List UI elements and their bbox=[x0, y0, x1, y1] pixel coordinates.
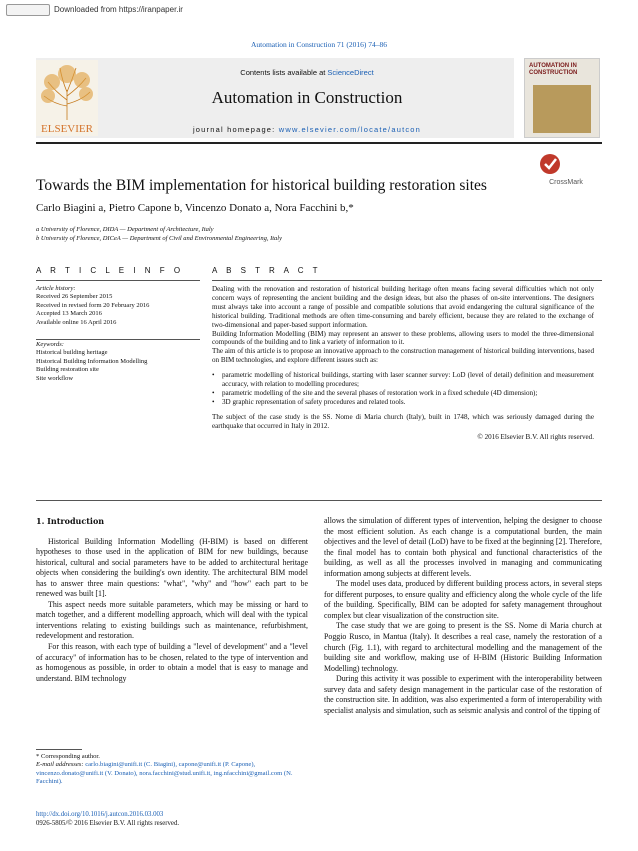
email-addresses: E-mail addresses: carlo.biagini@unifi.it (C. Biagini), capone@unifi.it (P. Capone), vincenzo.donato@unifi.it (V. Donato), nora.facchini@stud.unifi.it, ing.nfacchini@gmail.com (N. Facchini). bbox=[36, 761, 293, 785]
body-column-left bbox=[36, 516, 308, 684]
body-paragraph: The case study that we are going to present is the SS. Nome di Maria church at Poggio Rusco, in Mantua (Italy). It describes a real case, namely the restoration of a church (Fig. 1.1), with regard to architectural modelling and the management of the building site and workflow, making use of H-BIM (Historic Building Information Modelling) technology. bbox=[324, 621, 602, 673]
download-banner: Downloaded from https://iranpaper.ir bbox=[6, 4, 183, 16]
body-paragraph: Historical Building Information Modelling (H-BIM) is based on different hypotheses to those used in the application of BIM for new buildings, because historical, cultural and social parameters have to be added to architectural heritage objects when considering the building's own identity. The architectural BIM model has to answer three main questions: "what", "why" and "how" each part to be renewed was built [1]. bbox=[36, 536, 308, 599]
doi-block bbox=[36, 810, 179, 828]
publisher-name: ELSEVIER bbox=[41, 123, 93, 135]
footnote bbox=[36, 753, 308, 786]
article-info-rule bbox=[36, 280, 200, 281]
crossmark-label: CrossMark bbox=[549, 179, 583, 186]
issn-line: 0926-5805/© 2016 Elsevier B.V. All rights reserved. bbox=[36, 820, 180, 827]
homepage-line: journal homepage: www.elsevier.com/locate/autcon bbox=[192, 125, 422, 134]
body-paragraph: allows the simulation of different types of intervention, helping the designer to choose the most efficient solution. As each change is a computational burden, the main objectives and the level of detail (LoD) have to be fixed at the beginning [2]. Therefore, the final model has to contain both physical and functional characteristics of the building, as well as all the processes involved in managing and communicating information among subjects at different levels. bbox=[324, 516, 602, 578]
keyword: Building restoration site bbox=[36, 366, 99, 374]
email-links[interactable]: carlo.biagini@unifi.it (C. Biagini), capone@unifi.it (P. Capone), vincenzo.donato@unifi.it (V. Donato), nora.facchini@stud.unifi.it, ing.nfacchini@gmail.com (N. Facchini). bbox=[36, 761, 293, 785]
keywords-label: Keywords: bbox=[36, 341, 64, 349]
author-list: Carlo Biagini a, Pietro Capone b, Vincenzo Donato a, Nora Facchini b,* bbox=[36, 202, 354, 214]
abstract-paragraph: Building Information Modelling (BIM) may represent an answer to these problems, allowing users to model the three-dimensional compounds of the building and to link a variety of information to it. bbox=[212, 329, 594, 347]
abstract-body bbox=[212, 285, 594, 442]
cover-title: AUTOMATION IN CONSTRUCTION bbox=[529, 63, 578, 76]
body-paragraph: For this reason, with each type of building a "level of development" and a "level of accuracy" of information has to be chosen, related to the type of intervention and as homogenous as possible, in order to obtain a model that is easy to manage and understand. BIM technology bbox=[36, 642, 308, 683]
abstract-heading: A B S T R A C T bbox=[212, 266, 321, 275]
crossmark-icon[interactable] bbox=[536, 150, 596, 190]
contents-line: Contents lists available at ScienceDirect bbox=[240, 68, 374, 77]
abstract-bullet: • 3D graphic representation of safety procedures and related tools. bbox=[212, 398, 594, 407]
keywords-rule bbox=[36, 339, 200, 340]
abstract-paragraph: The subject of the case study is the SS. Nome di Maria church (Italy), built in 1748, which was seriously damaged during the earthquake that occurred in Italy in 2012. bbox=[212, 412, 594, 430]
body-paragraph: During this activity it was possible to experiment with the interoperability between survey data and safety design management in the particular case of the restoration of the construction site. In addition, was also experimented a form of interoperability with specialist analysis and simulation, such as seismic analysis and control of the tipping of bbox=[324, 674, 602, 715]
affiliation-b: b University of Florence, DICeA — Department of Civil and Environmental Engineering, Italy bbox=[36, 235, 282, 242]
abstract-bottom-rule bbox=[36, 500, 602, 501]
sciencedirect-link[interactable]: ScienceDirect bbox=[327, 68, 374, 77]
cover-image bbox=[533, 85, 591, 133]
iranpaper-logo-icon bbox=[6, 4, 50, 16]
keyword: Site workflow bbox=[36, 374, 74, 382]
journal-reference[interactable]: Automation in Construction 71 (2016) 74–86 bbox=[250, 40, 388, 49]
history-label: Article history: bbox=[36, 285, 76, 292]
article-info-heading: A R T I C L E I N F O bbox=[36, 266, 184, 275]
history-item: Accepted 13 March 2016 bbox=[36, 310, 102, 318]
journal-cover-thumbnail bbox=[524, 58, 600, 138]
footnote-rule bbox=[36, 749, 82, 750]
article-title: Towards the BIM implementation for historical building restoration sites bbox=[36, 177, 487, 194]
journal-title: Automation in Construction bbox=[211, 88, 403, 107]
abstract-bullet: • parametric modelling of the site and the several phases of restoration work in a fixed schedule (4D dimension); bbox=[212, 389, 594, 398]
abstract-paragraph: Dealing with the renovation and restoration of historical building heritage often means facing several difficulties which not only concern ways of representing the ancient building and the design ideas, but also the phases of on-site interventions. The designers must always take into account a range of possible and compatible solutions that avoid endangering the cultural significance of the historical building. Traditional methods are often time-consuming and barely efficient, because they are related to the exchange of two-dimensional and paper-based support information. bbox=[212, 285, 594, 329]
header-rule bbox=[36, 142, 602, 144]
homepage-link[interactable]: www.elsevier.com/locate/autcon bbox=[278, 125, 422, 134]
history-item: Received 26 September 2015 bbox=[36, 293, 113, 301]
article-info bbox=[36, 285, 200, 383]
keyword: Historical building heritage bbox=[36, 349, 108, 357]
body-column-right bbox=[324, 516, 602, 716]
elsevier-tree-logo-icon bbox=[36, 60, 98, 136]
doi-link[interactable]: http://dx.doi.org/10.1016/j.autcon.2016.03.003 bbox=[36, 811, 164, 818]
body-paragraph: The model uses data, produced by different building process actors, in several steps for different purposes, to ensure quality and efficiency along the whole cycle of the life of the building. Specifically, BIM can be adopted for safety management throughout complex but clear visualization of the construction site. bbox=[324, 579, 602, 620]
abstract-copyright: © 2016 Elsevier B.V. All rights reserved. bbox=[477, 432, 594, 441]
history-item: Available online 16 April 2016 bbox=[36, 318, 117, 326]
abstract-bullets bbox=[212, 371, 594, 407]
abstract-bullet: • parametric modelling of historical buildings, starting with laser scanner survey: LoD (level of detail) definition and measurement accuracy, with relation to modelling procedures; bbox=[212, 371, 594, 389]
abstract-rule bbox=[212, 280, 602, 281]
affiliation-a: a University of Florence, DIDA — Department of Architecture, Italy bbox=[36, 226, 214, 233]
abstract-paragraph: The aim of this article is to propose an innovative approach to the construction management of historical building interventions, based on BIM technologies, and explore different issues such as: bbox=[212, 347, 594, 365]
body-paragraph: This aspect needs more suitable parameters, which may be missing or hard to match together, and a different modelling approach, which will deal with the typical interventions relating to existing buildings such as maintenance, refurbishment, redevelopment and restoration. bbox=[36, 599, 308, 641]
keyword: Historical Building Information Modelling bbox=[36, 357, 148, 365]
corresponding-author-note: * Corresponding author. bbox=[36, 753, 100, 760]
section-heading: 1. Introduction bbox=[36, 516, 105, 526]
history-item: Received in revised form 20 February 2016 bbox=[36, 301, 150, 309]
